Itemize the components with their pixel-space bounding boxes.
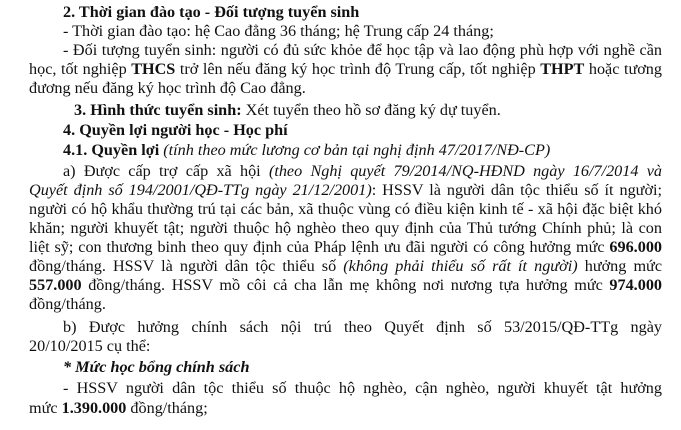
section-4-1-line: 4.1. Quyền lợi (tính theo mức lương cơ bản tại nghị định 47/2017/NĐ-CP): [63, 141, 551, 159]
item-a-line-5: liệt sỹ; con thương binh theo quy định của Pháp lệnh ưu đãi người có công hưởng mức 696.000: [29, 238, 662, 256]
item-b-line-2: 20/10/2015 cụ thể:: [29, 337, 151, 355]
scholarship-heading: * Mức học bổng chính sách: [63, 358, 250, 376]
scholarship-line-1: - HSSV người dân tộc thiểu số thuộc hộ nghèo, cận nghèo, người khuyết tật hưởng: [63, 379, 662, 397]
item-a-line-8: đồng/tháng.: [29, 295, 106, 313]
target-line-3: đương nếu đăng ký học trình độ Cao đẳng.: [29, 79, 306, 97]
target-line-1: - Đối tượng tuyển sinh: người có đủ sức khỏe để học tập và lao động phù hợp với nghề cần: [63, 41, 662, 59]
item-a-line-4: khăn; người khuyết tật; người thuộc hộ nghèo theo quy định của Thủ tướng Chính phủ; là con: [29, 219, 662, 237]
item-a-line-2: Quyết định số 194/2001/QĐ-TTg ngày 21/12/2001): HSSV là người dân tộc thiểu số ít người;: [29, 181, 662, 199]
target-line-2: học, tốt nghiệp THCS trở lên nếu đăng ký học trình độ Trung cấp, tốt nghiệp THPT hoặc tương: [29, 60, 662, 78]
section-4-heading: 4. Quyền lợi người học - Học phí: [63, 121, 288, 139]
item-a-line-3: người có hộ khẩu thường trú tại các bản, xã thuộc vùng có điều kiện kinh tế - xã hội đặc biệt khó: [29, 200, 662, 218]
item-a-line-7: 557.000 đồng/tháng. HSSV mồ côi cả cha lẫn mẹ không nơi nương tựa hưởng mức 974.000: [29, 276, 662, 294]
section-2-heading: 2. Thời gian đào tạo - Đối tượng tuyển sinh: [63, 3, 360, 21]
section-3-line: 3. Hình thức tuyển sinh: Xét tuyển theo hồ sơ đăng ký dự tuyển.: [74, 101, 501, 119]
training-time-line: - Thời gian đào tạo: hệ Cao đẳng 36 tháng; hệ Trung cấp 24 tháng;: [63, 22, 494, 40]
item-a-line-6: đồng/tháng. HSSV là người dân tộc thiểu số (không phải thiểu số rất ít người) hưởng mức: [29, 257, 663, 275]
item-a-line-1: a) Được cấp trợ cấp xã hội (theo Nghị quyết 79/2014/NQ-HĐND ngày 16/7/2014 và: [63, 162, 663, 180]
item-b-line-1: b) Được hưởng chính sách nội trú theo Quyết định số 53/2015/QĐ-TTg ngày: [63, 318, 662, 336]
scholarship-line-2: mức 1.390.000 đồng/tháng;: [29, 399, 208, 417]
